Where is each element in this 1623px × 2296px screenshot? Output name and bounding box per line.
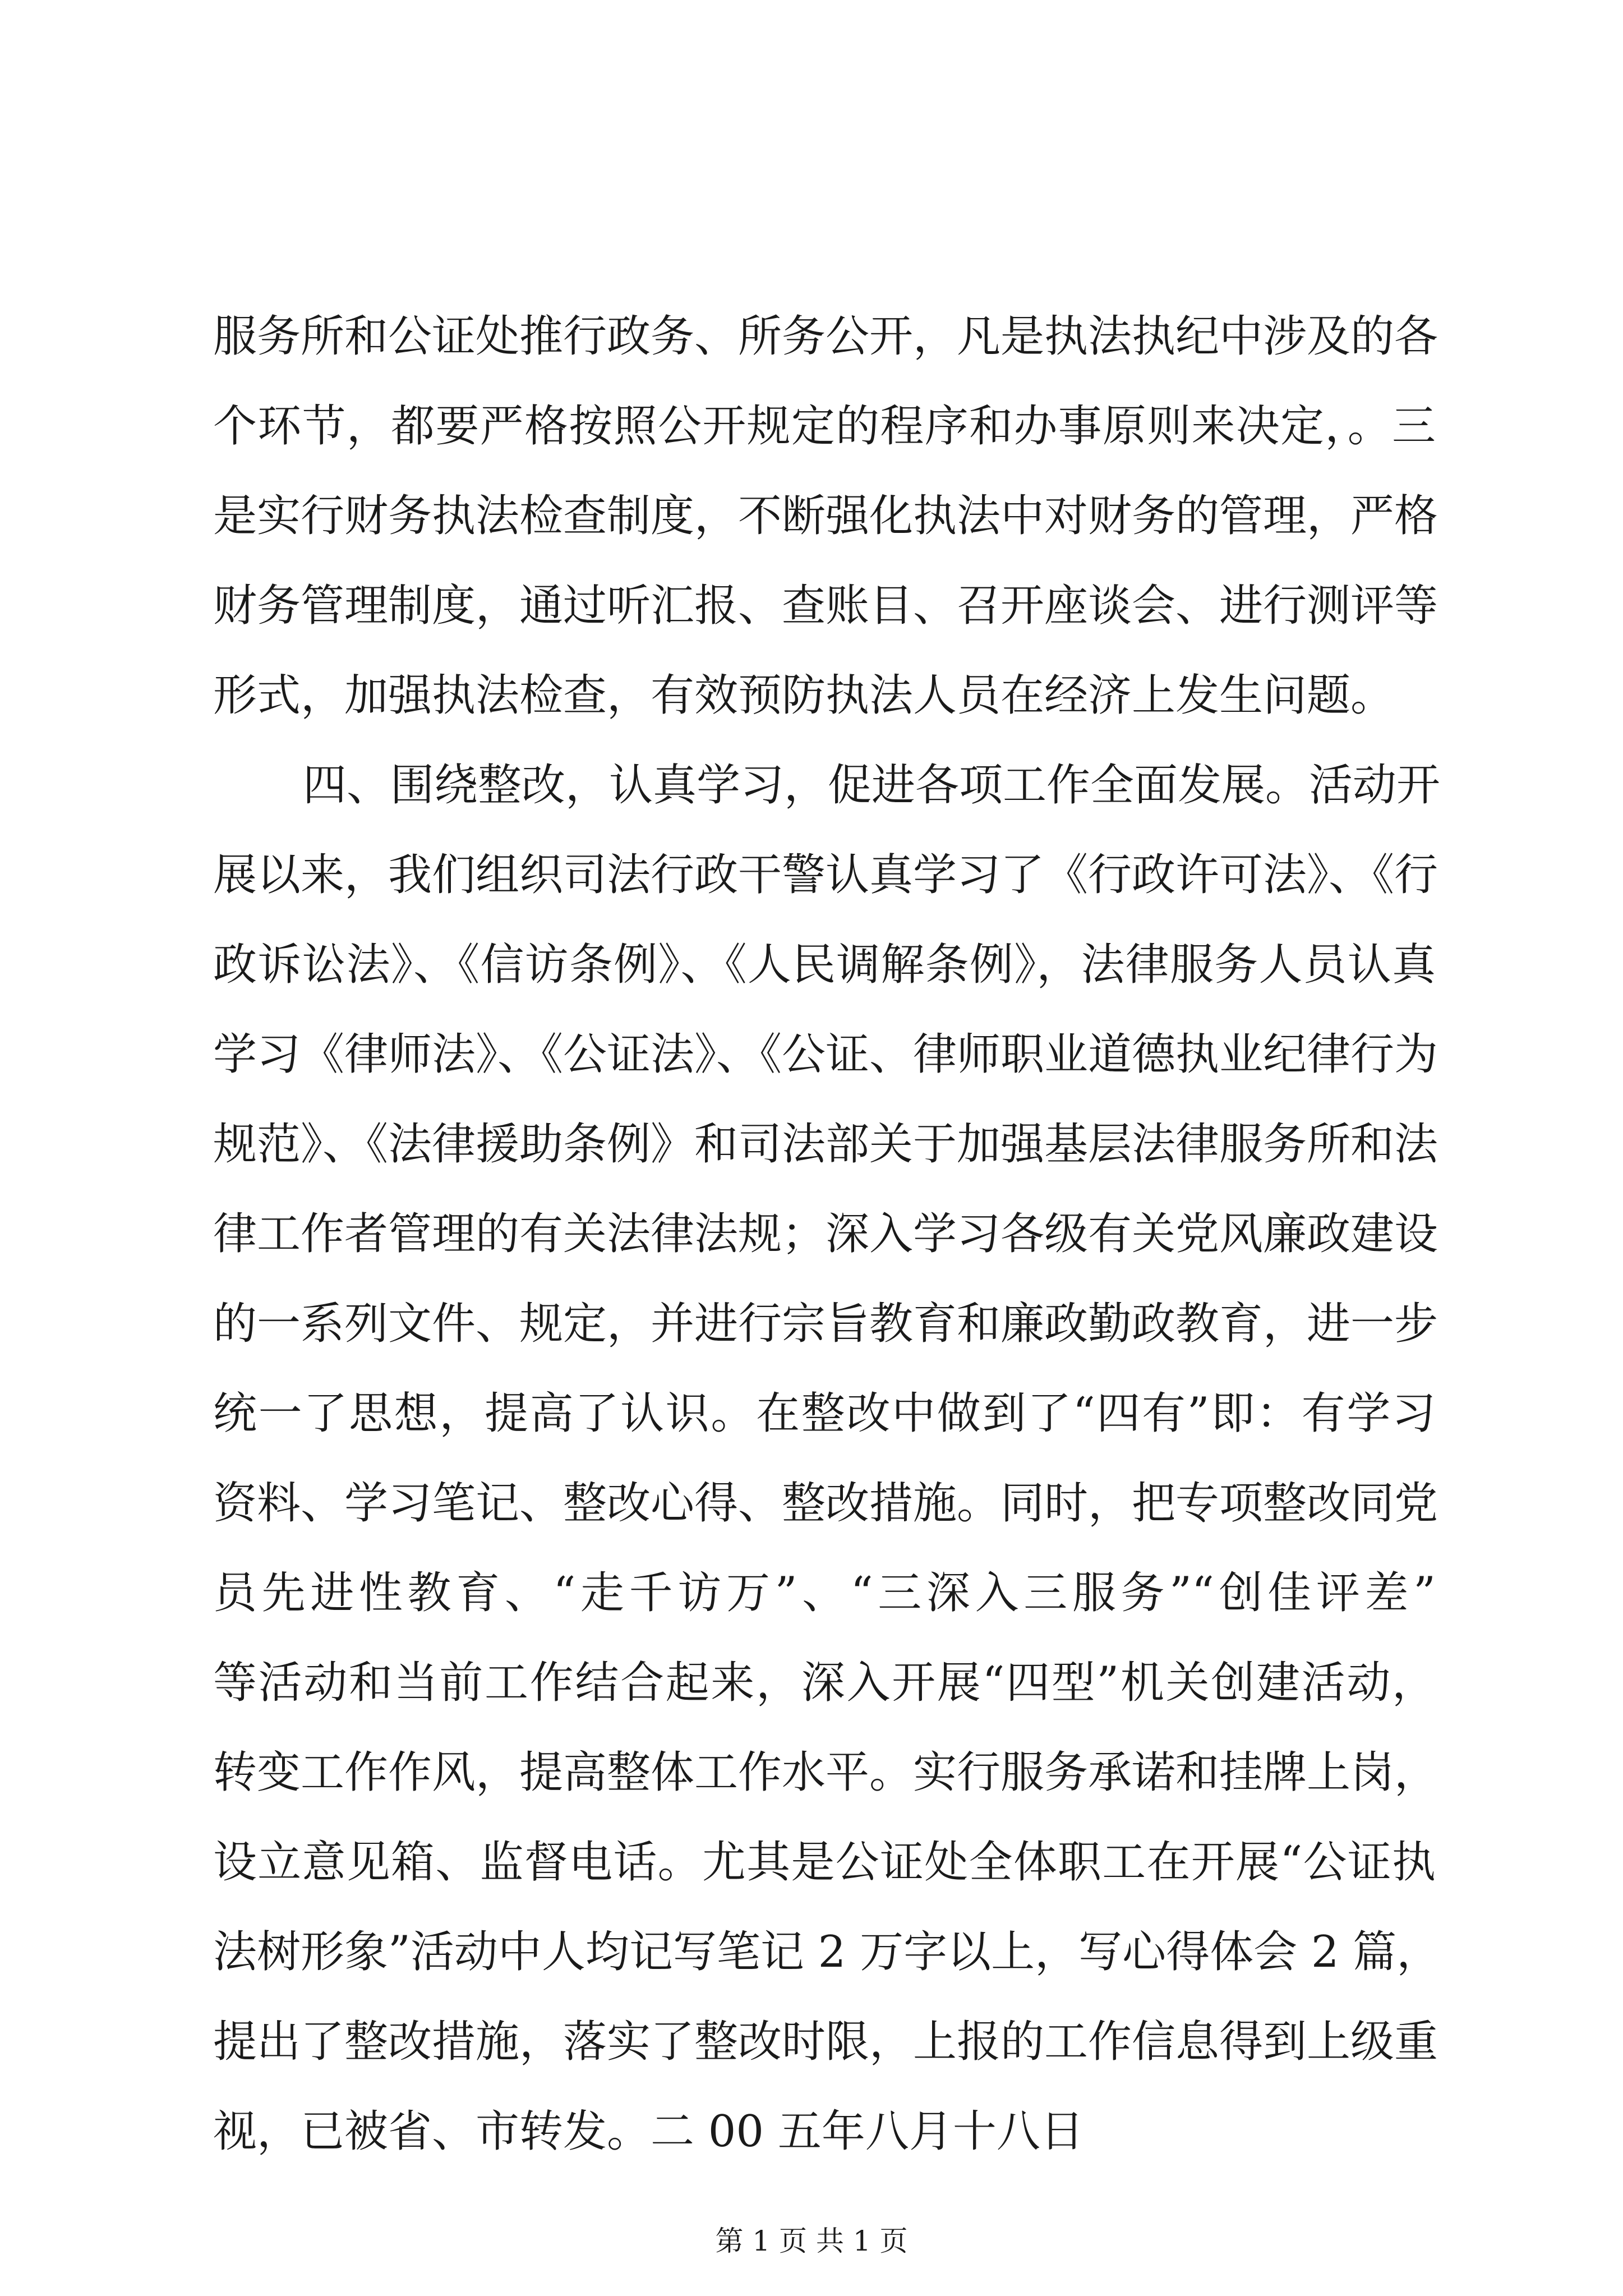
text-line: 服务所和公证处推行政务、所务公开，凡是执法执纪中涉及的各 [213, 311, 1438, 362]
text-line: 法树形象”活动中人均记写笔记 2 万字以上，写心得体会 2 篇， [213, 1927, 1441, 1977]
text-line: 是实行财务执法检查制度，不断强化执法中对财务的管理，严格 [213, 491, 1438, 541]
text-line: 提出了整改措施，落实了整改时限，上报的工作信息得到上级重 [213, 2017, 1438, 2067]
text-line: 转变工作作风，提高整体工作水平。实行服务承诺和挂牌上岗， [213, 1747, 1438, 1798]
text-line: 学习《律师法》、《公证法》、《公证、律师职业道德执业纪律行为 [213, 1029, 1438, 1080]
text-line: 展以来，我们组织司法行政干警认真学习了《行政许可法》、《行 [213, 850, 1438, 900]
text-line: 设立意见箱、监督电话。尤其是公证处全体职工在开展“公证执 [213, 1837, 1436, 1888]
text-line: 形式，加强执法检查，有效预防执法人员在经济上发生问题。 [213, 670, 1395, 721]
text-line: 的一系列文件、规定，并进行宗旨教育和廉政勤政教育，进一步 [213, 1299, 1438, 1349]
text-line: 财务管理制度，通过听汇报、查账目、召开座谈会、进行测评等 [213, 581, 1438, 631]
text-line: 统一了思想，提高了认识。在整改中做到了“四有”即：有学习 [213, 1388, 1436, 1439]
text-line: 等活动和当前工作结合起来，深入开展“四型”机关创建活动， [213, 1658, 1436, 1708]
page-number-footer: 第 1 页 共 1 页 [715, 2225, 908, 2257]
text-line: 政诉讼法》、《信访条例》、《人民调解条例》，法律服务人员认真 [213, 940, 1436, 990]
text-line: 资料、学习笔记、整改心得、整改措施。同时，把专项整改同党 [213, 1478, 1438, 1529]
text-line: 视，已被省、市转发。二 00 五年八月十八日 [213, 2106, 1084, 2157]
text-line: 个环节，都要严格按照公开规定的程序和办事原则来决定，。三 [213, 401, 1436, 452]
paragraph-start-line: 四、围绕整改，认真学习，促进各项工作全面发展。活动开 [303, 760, 1441, 811]
text-line: 律工作者管理的有关法律法规；深入学习各级有关党风廉政建设 [213, 1209, 1438, 1259]
text-line: 员先进性教育、“走千访万”、“三深入三服务”“创佳评差” [213, 1568, 1436, 1618]
text-line: 规范》、《法律援助条例》和司法部关于加强基层法律服务所和法 [213, 1119, 1438, 1170]
